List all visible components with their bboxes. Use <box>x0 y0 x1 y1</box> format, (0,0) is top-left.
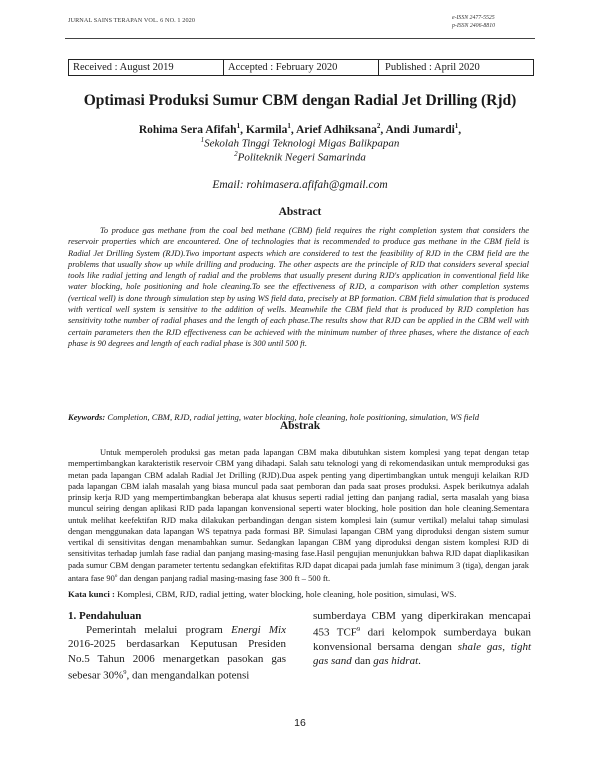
author-list <box>0 122 600 136</box>
paper-title: Optimasi Produksi Sumur CBM dengan Radial Jet Drilling (Rjd) <box>83 92 517 109</box>
issn-block <box>452 15 495 30</box>
text-emphasis: Energi Mix <box>231 624 286 637</box>
degree-mark: o <box>114 573 118 579</box>
text-run: 2016-2025 berdasarkan Keputusan Presiden No.5 Tahun 2006 menargetkan pasokan gas sebesar 30% <box>68 638 286 682</box>
intro-paragraph-cont <box>313 609 531 668</box>
affiliation-1 <box>0 136 600 150</box>
author-name: Rohima Sera Afifah <box>138 123 237 136</box>
header-rule <box>65 38 535 39</box>
abstrak-text <box>68 447 529 584</box>
author-affil-mark: 1 <box>454 122 459 130</box>
dates-box <box>68 59 534 76</box>
text-emphasis: gas hidrat <box>373 655 419 668</box>
abstrak-body: Untuk memperoleh produksi gas metan pada lapangan CBM maka dibutuhkan sistem komplesi yang tepat dengan tetap mempertimbangkan karakteristik reservoir CBM yang dihadapi. Salah satu teknologi yang di rekomendasikan untuk memproduksi gas metan pada lapangan CBM adalah Radial Jet Drilling (RJD).Dua aspek penting yang dipertimbangkan untuk menguji kelaikan RJD pada lapangan CBM ialah masalah yang biasa muncul pada saat pemboran dan pada saat proses produksi. Aspek berikutnya adalah prinsip kerja RJD yang mempertimbangkan beberapa alat khusus seperti radial jetting dan panjang radial, serta masalah yang biasa muncul seiring dengan aplikasi RJD pada lapangan konvensional seperti water blocking, hole position dan hole cleaning.Sementara untuk melihat keefektifan RJD maka dilakukan perbandingan dengan sistem komplesi lain (sumur vertikal) melalui tahap simulasi dengan menggunakan data lapangan WS tepatnya pada formasi BP. Simulasi lapangan CBM yang diproduksi dengan sistem sumur vertikal di sensitivitas dengan menambahkan sumur. Sedangkan lapangan CBM yang diproduksi dengan sistem komplesi RJD di sensitivitas terhadap jumlah fase radial dan panjang masing-masing fase.Hasil pengujian menunjukkan bahwa RJD dapat diaplikasikan pada sumur CBM dengan parameter tertentu sedangkan efektifitas RJD dapat dicapai pada jumlah fase minimum 3 (tiga), dengan jarak antara fase 90 <box>68 447 529 583</box>
text-run: , dan mengandalkan potensi <box>126 669 250 682</box>
text-run: sumberdaya CBM yang diperkirakan mencapai 453 TCF <box>313 610 531 639</box>
section-heading: 1. Pendahuluan <box>68 610 142 622</box>
intro-left-column <box>68 609 286 683</box>
author-name: Arief Adhiksana <box>295 123 377 136</box>
author-email: Email: rohimasera.afifah@gmail.com <box>212 179 388 191</box>
text-run: . <box>418 655 421 668</box>
eissn: e-ISSN 2477-5525 <box>452 15 495 21</box>
author-separator: , <box>240 123 246 136</box>
published-date: Published : April 2020 <box>385 62 480 73</box>
text-run: dan <box>351 655 374 668</box>
keywords-label: Keywords: <box>68 412 106 422</box>
abstrak-end: dan dengan panjang radial masing-masing fase 300 ft – 500 ft. <box>117 572 331 583</box>
citation-mark: 9 <box>123 668 127 676</box>
author-separator: , <box>458 123 462 136</box>
pissn: p-ISSN 2406-8810 <box>452 22 495 29</box>
author-affil-mark: 2 <box>376 122 381 130</box>
abstract-heading: Abstract <box>278 206 322 218</box>
keywords-list: Completion, CBM, RJD, radial jetting, water blocking, hole cleaning, hole positioning, simulation, WS field <box>105 412 480 422</box>
intro-right-column <box>313 609 531 668</box>
author-affil-mark: 1 <box>287 122 291 130</box>
text-run: dari kelompok sumberdaya bukan konvensional bersama dengan <box>313 626 531 654</box>
kata-kunci-label: Kata kunci : <box>68 589 115 599</box>
journal-header: JURNAL SAINS TERAPAN VOL. 6 NO. 1 2020 <box>68 17 196 24</box>
abstract-text: To produce gas methane from the coal bed methane (CBM) field requires the right completion system that considers the reservoir properties which are encountered. One of technologies that is recommended to produce gas methane in the CBM field is Radial Jet Drilling System (RJD).Two important aspects which are considered to test the feasibility of RJD in the CBM field are the problems that usually show up while drilling and producing. The other aspects are the principle of RJD that considers several special tools like radial jetting and length of radial and the problems that usually present during RJD's application in conventional field like water blocking, hole positioning and hole cleaning.To see the effectiveness of RJD, a comparison with other completion systems (vertical well) is done through simulation step by using WS field data, precisely at BP formation. CBM field simulation that is produced with vertical well system is sensitive to the addition of wells. Meanwhile the CBM field that is produced by RJD completion has sensitivity tothe number of radial phases and the length of each phase.The results show that RJD can be applied in the CBM well with certain parameters then the RJD effectiveness can be achieved with the minimum number of three phases, where the distance of each phase is 90 degrees and length of each radial phase is 300 until 500 ft. <box>68 225 529 348</box>
author-affil-mark: 1 <box>236 122 241 130</box>
text-run: , <box>502 641 511 654</box>
affiliation-2 <box>0 150 600 164</box>
text-emphasis: shale gas <box>457 641 503 654</box>
page-number: 16 <box>294 717 306 729</box>
author-name: Andi Jumardi <box>385 123 455 136</box>
author-separator: , <box>290 123 296 136</box>
text-emphasis: tight gas sand <box>313 641 532 668</box>
affil-text: Politeknik Negeri Samarinda <box>237 151 366 164</box>
text-run: Pemerintah melalui program <box>86 624 232 637</box>
affil-text: Sekolah Tinggi Teknologi Migas Balikpapan <box>204 137 400 150</box>
intro-paragraph <box>68 623 286 682</box>
affil-mark: 1 <box>200 136 205 144</box>
citation-mark: 9 <box>356 626 361 634</box>
keywords-id <box>68 589 529 600</box>
abstrak-heading: Abstrak <box>279 420 321 432</box>
received-date: Received : August 2019 <box>69 60 224 75</box>
kata-kunci-list: Komplesi, CBM, RJD, radial jetting, water blocking, hole cleaning, hole position, simulasi, WS. <box>114 589 457 599</box>
author-separator: , <box>380 123 386 136</box>
affil-mark: 2 <box>234 150 238 158</box>
accepted-date: Accepted : February 2020 <box>224 60 379 75</box>
author-name: Karmila <box>245 123 288 136</box>
